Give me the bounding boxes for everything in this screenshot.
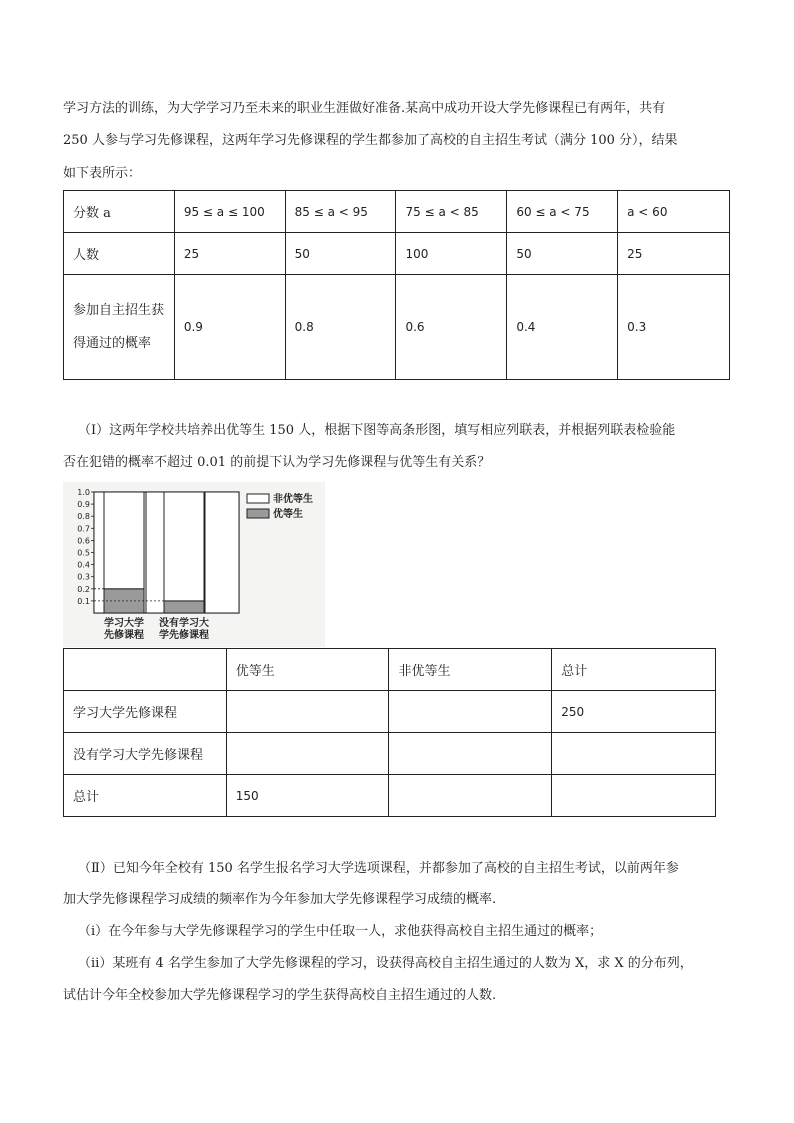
bar-segment [164,601,204,613]
bars [94,492,239,613]
contingency-header-cell: 总计 [552,649,716,691]
part2-line-4: （ⅱ）某班有 4 名学生参加了大学先修课程的学习，设获得高校自主招生通过的人数为 X，求 X 的分布列， [78,956,693,971]
y-tick-label: 1.0 [77,488,90,497]
y-tick-label: 0.2 [77,584,90,594]
score-header-cell: 75 ≤ a < 85 [396,191,507,233]
count-cell: 25 [174,233,285,275]
probability-cell: 0.3 [618,275,730,380]
contingency-row [64,691,716,733]
y-tick-label: 0.4 [77,560,90,570]
bar-segment [104,492,144,589]
contingency-cell: 150 [226,775,389,817]
legend [247,492,313,520]
part2-line-1: （Ⅱ）已知今年全校有 150 名学生报名学习大学选项课程，并都参加了高校的自主招生考试，以前两年参 [78,861,679,876]
count-cell: 100 [396,233,507,275]
contingency-cell [552,733,716,775]
contingency-header-cell: 非优等生 [389,649,552,691]
part2-line-2: 加大学先修课程学习成绩的频率作为今年参加大学先修课程学习成绩的概率. [63,892,497,907]
contingency-header-cell: 优等生 [226,649,389,691]
contingency-table [63,648,716,817]
count-cell: 25 [618,233,730,275]
category-label: 没有学习大 [159,618,209,629]
contingency-row-label: 总计 [64,775,227,817]
score-table [63,190,730,380]
stacked-bar-chart [63,482,325,647]
part2-line-5: 试估计今年全校参加大学先修课程学习的学生获得高校自主招生通过的人数. [63,988,497,1003]
intro-line-3: 如下表所示： [63,166,142,181]
contingency-header-row [64,649,716,691]
contingency-row-label: 没有学习大学先修课程 [64,733,227,775]
score-header-cell: 60 ≤ a < 75 [507,191,618,233]
category-label: 先修课程 [104,630,144,641]
count-cell: 50 [285,233,396,275]
probability-cell: 0.6 [396,275,507,380]
contingency-cell [389,691,552,733]
contingency-cell [552,775,716,817]
score-header-cell: 85 ≤ a < 95 [285,191,396,233]
legend-swatch [247,494,269,503]
y-tick-label: 0.5 [77,548,90,558]
probability-cell: 0.4 [507,275,618,380]
score-header-row [64,191,730,233]
probability-cell: 0.8 [285,275,396,380]
legend-label: 非优等生 [273,494,313,505]
y-tick-label: 0.8 [77,512,90,522]
bar-gap [94,492,104,613]
probability-label [64,275,175,380]
y-tick-label: 0.6 [77,536,90,546]
score-header-cell: 分数 a [64,191,175,233]
contingency-cell: 250 [552,691,716,733]
intro-line-1: 学习方法的训练，为大学学习乃至未来的职业生涯做好准备.某高中成功开设大学先修课程已有两年，共有 [63,101,666,116]
y-tick-label: 0.1 [77,596,90,606]
category-label: 学先修课程 [159,630,209,641]
contingency-cell [389,775,552,817]
score-header-cell: 95 ≤ a ≤ 100 [174,191,285,233]
score-header-cell: a < 60 [618,191,730,233]
y-tick-label: 0.3 [77,572,90,582]
contingency-row [64,733,716,775]
contingency-header-cell [64,649,227,691]
probability-cell: 0.9 [174,275,285,380]
contingency-cell [389,733,552,775]
probability-row [64,275,730,380]
bar-gap [205,492,239,613]
bar-gap [146,492,164,613]
bar-segment [164,492,204,601]
probability-label-text: 参加自主招生获得通过的概率 [73,303,165,351]
category-labels [104,616,209,641]
y-tick-label: 0.9 [77,500,90,510]
legend-swatch [247,509,269,518]
y-tick-label: 0.7 [77,524,90,534]
part1-line-1: （Ⅰ）这两年学校共培养出优等生 150 人，根据下图等高条形图，填写相应列联表，并根据列联表检验能 [78,423,676,438]
contingency-row-label: 学习大学先修课程 [64,691,227,733]
count-label: 人数 [64,233,175,275]
legend-label: 优等生 [273,509,303,520]
contingency-cell [226,733,389,775]
part2-line-3: （ⅰ）在今年参与大学先修课程学习的学生中任取一人，求他获得高校自主招生通过的概率； [78,924,603,939]
y-axis [77,488,94,613]
contingency-row [64,775,716,817]
intro-line-2: 250 人参与学习先修课程，这两年学习先修课程的学生都参加了高校的自主招生考试（满分 100 分），结果 [63,133,678,148]
count-cell: 50 [507,233,618,275]
contingency-cell [226,691,389,733]
count-row [64,233,730,275]
category-label: 学习大学 [104,618,144,629]
part1-line-2: 否在犯错的概率不超过 0.01 的前提下认为学习先修课程与优等生有关系？ [63,455,491,470]
